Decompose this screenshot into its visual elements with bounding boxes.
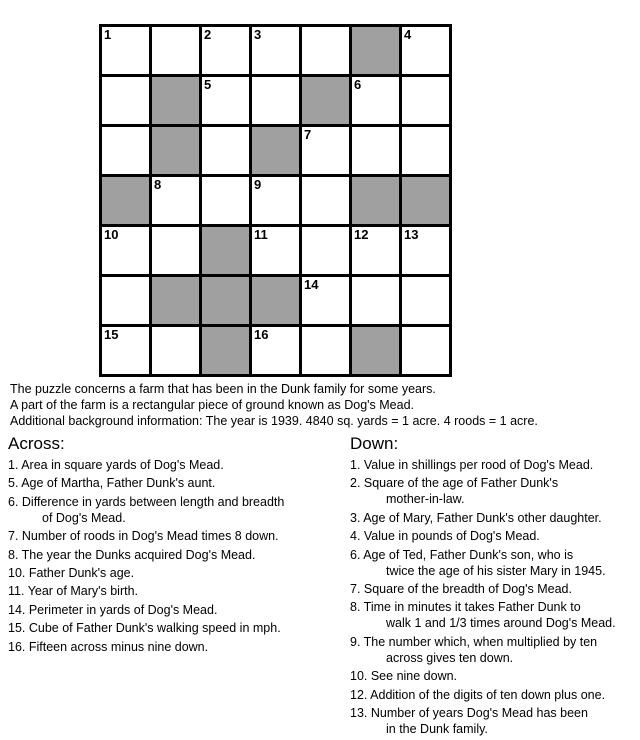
grid-cell[interactable] — [402, 227, 452, 277]
clue-continuation: mother-in-law. — [386, 492, 465, 507]
blocked-cell — [302, 77, 352, 127]
blocked-cell — [402, 177, 452, 227]
grid-cell[interactable] — [302, 27, 352, 77]
grid-cell[interactable] — [402, 27, 452, 77]
grid-cell[interactable] — [102, 227, 152, 277]
clue-text: 4. Value in pounds of Dog's Mead. — [350, 529, 540, 544]
across-clue — [8, 620, 338, 636]
clue-number: 6 — [354, 77, 362, 92]
clue-continuation: walk 1 and 1/3 times around Dog's Mead. — [386, 616, 616, 631]
intro-line-2: A part of the farm is a rectangular piece of ground known as Dog's Mead. — [10, 398, 414, 412]
across-clue — [8, 639, 338, 655]
clue-number: 10 — [104, 227, 119, 242]
grid-cell[interactable] — [152, 227, 202, 277]
grid-cell[interactable] — [152, 27, 202, 77]
clue-text: 2. Square of the age of Father Dunk's — [350, 476, 559, 491]
across-clue — [8, 583, 338, 599]
grid-cell[interactable] — [102, 327, 152, 377]
grid-cell[interactable] — [352, 127, 402, 177]
across-clue — [8, 602, 338, 618]
blocked-cell — [252, 127, 302, 177]
across-clue — [8, 457, 338, 473]
clue-number: 1 — [104, 27, 112, 42]
clue-text: 8. The year the Dunks acquired Dog's Mead. — [8, 547, 256, 562]
clue-continuation: twice the age of his sister Mary in 1945. — [386, 563, 606, 578]
clue-text: 9. The number which, when multiplied by ten — [350, 634, 598, 649]
clue-text: 15. Cube of Father Dunk's walking speed in mph. — [8, 621, 281, 636]
grid-cell[interactable] — [352, 77, 402, 127]
down-clue-list — [350, 457, 640, 737]
clue-number: 14 — [304, 277, 319, 292]
blocked-cell — [152, 77, 202, 127]
across-clue — [8, 475, 338, 491]
clue-number: 13 — [404, 227, 419, 242]
across-clue — [8, 494, 338, 526]
across-clue — [8, 528, 338, 544]
clue-number: 11 — [254, 227, 268, 242]
clue-text: 7. Square of the breadth of Dog's Mead. — [350, 581, 572, 596]
down-clue — [350, 475, 640, 507]
across-clue-list — [8, 457, 338, 655]
clue-number: 16 — [254, 327, 269, 342]
clue-number: 9 — [254, 177, 262, 192]
clue-text: 10. See nine down. — [350, 669, 458, 684]
across-clue — [8, 565, 338, 581]
blocked-cell — [252, 277, 302, 327]
clue-text: 5. Age of Martha, Father Dunk's aunt. — [8, 476, 216, 491]
grid-cell[interactable] — [152, 177, 202, 227]
blocked-cell — [152, 127, 202, 177]
clue-number: 15 — [104, 327, 119, 342]
down-clue — [350, 668, 640, 684]
grid-cell[interactable] — [202, 27, 252, 77]
grid-cell[interactable] — [102, 27, 152, 77]
down-clue — [350, 581, 640, 597]
grid-cell[interactable] — [252, 77, 302, 127]
clue-text: 3. Age of Mary, Father Dunk's other daughter. — [350, 510, 602, 525]
clue-text: 6. Age of Ted, Father Dunk's son, who is — [350, 547, 574, 562]
blocked-cell — [202, 227, 252, 277]
grid-cell[interactable] — [302, 177, 352, 227]
puzzle-introduction — [10, 381, 538, 429]
grid-cell[interactable] — [252, 27, 302, 77]
down-clue — [350, 510, 640, 526]
clue-text: 14. Perimeter in yards of Dog's Mead. — [8, 602, 218, 617]
clue-text: 16. Fifteen across minus nine down. — [8, 639, 209, 654]
grid-cell[interactable] — [252, 227, 302, 277]
grid-cell[interactable] — [202, 127, 252, 177]
clue-continuation: in the Dunk family. — [386, 721, 488, 736]
grid-cell[interactable] — [252, 177, 302, 227]
down-heading: Down: — [350, 434, 399, 453]
blocked-cell — [352, 327, 402, 377]
down-clue — [350, 634, 640, 666]
grid-cell[interactable] — [352, 277, 402, 327]
grid-cell[interactable] — [402, 127, 452, 177]
intro-line-3: Additional background information: The year is 1939. 4840 sq. yards = 1 acre. 4 roods = 1 acre. — [10, 414, 538, 428]
clue-text: 8. Time in minutes it takes Father Dunk to — [350, 600, 581, 615]
blocked-cell — [202, 327, 252, 377]
clue-number: 5 — [204, 77, 212, 92]
crossword-grid — [99, 24, 452, 377]
grid-cell[interactable] — [302, 327, 352, 377]
grid-cell[interactable] — [152, 327, 202, 377]
blocked-cell — [152, 277, 202, 327]
blocked-cell — [102, 177, 152, 227]
clue-text: 1. Area in square yards of Dog's Mead. — [8, 458, 224, 472]
grid-cell[interactable] — [202, 177, 252, 227]
down-clue — [350, 599, 640, 631]
grid-cell[interactable] — [352, 227, 402, 277]
clue-text: 10. Father Dunk's age. — [8, 565, 135, 580]
grid-cell[interactable] — [102, 77, 152, 127]
clue-number: 4 — [404, 27, 412, 42]
blocked-cell — [352, 177, 402, 227]
down-clue — [350, 705, 640, 737]
down-clue — [350, 457, 640, 473]
clue-number: 2 — [204, 27, 212, 42]
clue-text: 6. Difference in yards between length and breadth — [8, 494, 285, 509]
grid-cell[interactable] — [252, 327, 302, 377]
clue-text: 1. Value in shillings per rood of Dog's Mead. — [350, 458, 594, 472]
grid-cell[interactable] — [102, 127, 152, 177]
clue-number: 8 — [154, 177, 162, 192]
intro-line-1: The puzzle concerns a farm that has been in the Dunk family for some years. — [10, 382, 436, 396]
across-heading: Across: — [8, 434, 65, 453]
across-clues — [8, 434, 338, 657]
across-clue — [8, 547, 338, 563]
clue-number: 12 — [354, 227, 369, 242]
grid-cell[interactable] — [302, 277, 352, 327]
down-clue — [350, 528, 640, 544]
grid-cell[interactable] — [402, 77, 452, 127]
clue-continuation: of Dog's Mead. — [42, 510, 126, 525]
grid-cell[interactable] — [102, 277, 152, 327]
clue-text: 13. Number of years Dog's Mead has been — [350, 705, 588, 720]
grid-cell[interactable] — [302, 227, 352, 277]
down-clues — [350, 434, 640, 739]
clue-text: 12. Addition of the digits of ten down plus one. — [350, 687, 606, 702]
clue-number: 3 — [254, 27, 262, 42]
clue-text: 7. Number of roods in Dog's Mead times 8 down. — [8, 529, 279, 544]
blocked-cell — [352, 27, 402, 77]
grid-cell[interactable] — [402, 277, 452, 327]
clue-text: 11. Year of Mary's birth. — [8, 584, 138, 599]
clue-continuation: across gives ten down. — [386, 650, 514, 665]
down-clue — [350, 687, 640, 703]
grid-cell[interactable] — [302, 127, 352, 177]
clue-number: 7 — [304, 127, 312, 142]
grid-cell[interactable] — [402, 327, 452, 377]
down-clue — [350, 547, 640, 579]
blocked-cell — [202, 277, 252, 327]
grid-cell[interactable] — [202, 77, 252, 127]
